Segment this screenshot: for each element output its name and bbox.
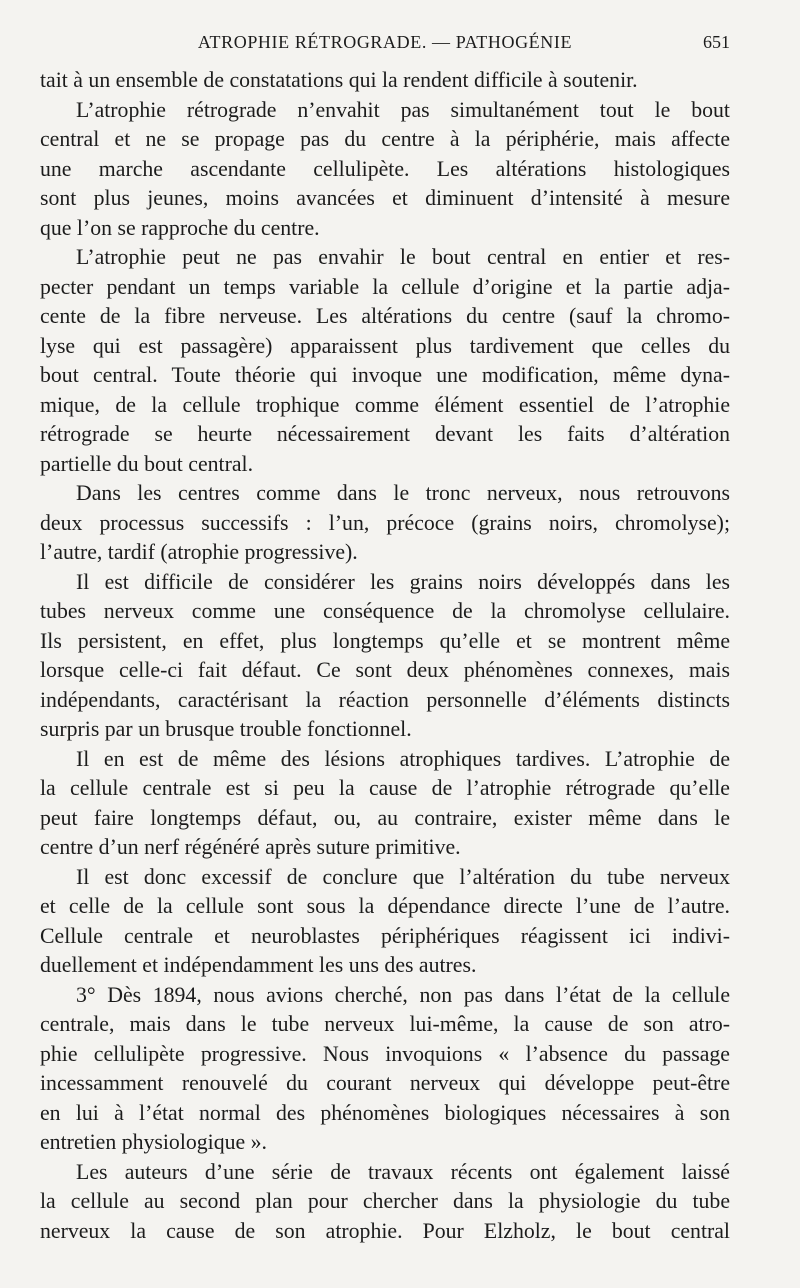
text-line: mique, de la cellule trophique comme élément essentiel de l’atrophie	[40, 392, 730, 417]
text-line: Cellule centrale et neuroblastes périphériques réagissent ici indivi-	[40, 923, 730, 948]
paragraph	[40, 745, 730, 863]
text-line: peut faire longtemps défaut, ou, au contraire, exister même dans le	[40, 805, 730, 830]
text-line: bout central. Toute théorie qui invoque une modification, même dyna-	[40, 363, 730, 387]
text-line: deux processus successifs : l’un, précoce (grains noirs, chromolyse);	[40, 510, 730, 535]
text-line: sont plus jeunes, moins avancées et diminuent d’intensité à mesure	[40, 186, 730, 210]
text-line: en lui à l’état normal des phénomènes biologiques nécessaires à son	[40, 1100, 730, 1125]
text-line: que l’on se rapproche du centre.	[40, 215, 320, 240]
text-line: cente de la fibre nerveuse. Les altérations du centre (sauf la chromo-	[40, 304, 730, 328]
running-title: ATROPHIE RÉTROGRADE. — PATHOGÉNIE	[197, 32, 573, 52]
text-line: phie cellulipète progressive. Nous invoquions « l’absence du passage	[40, 1041, 730, 1066]
body-text	[40, 66, 730, 1246]
text-line: Les auteurs d’une série de travaux récents ont également laissé	[76, 1159, 730, 1184]
text-line: 3° Dès 1894, nous avions cherché, non pas dans l’état de la cellule	[76, 982, 730, 1007]
text-line: la cellule centrale est si peu la cause de l’atrophie rétrograde qu’elle	[40, 776, 730, 800]
text-line: pecter pendant un temps variable la cellule d’origine et la partie adja-	[40, 274, 730, 299]
text-line: l’autre, tardif (atrophie progressive).	[40, 540, 358, 564]
text-line: lyse qui est passagère) apparaissent plus tardivement que celles du	[40, 333, 730, 358]
text-line: Dans les centres comme dans le tronc nerveux, nous retrouvons	[76, 481, 730, 505]
text-line: central et ne se propage pas du centre à la périphérie, mais affecte	[40, 127, 730, 151]
text-line: centre d’un nerf régénéré après suture primitive.	[40, 835, 461, 859]
text-line: L’atrophie peut ne pas envahir le bout central en entier et res-	[76, 245, 730, 269]
text-line: Il est difficile de considérer les grains noirs développés dans les	[76, 569, 730, 594]
text-line: lorsque celle-ci fait défaut. Ce sont deux phénomènes connexes, mais	[40, 658, 730, 682]
page-number: 651	[703, 32, 730, 52]
text-line: incessamment renouvelé du courant nerveux qui développe peut-être	[40, 1071, 730, 1095]
text-line: tubes nerveux comme une conséquence de la chromolyse cellulaire.	[40, 599, 730, 623]
paragraph	[40, 243, 730, 479]
paragraph	[40, 96, 730, 244]
text-line: la cellule au second plan pour chercher dans la physiologie du tube	[40, 1189, 730, 1213]
text-line: entretien physiologique ».	[40, 1130, 268, 1154]
text-line: centrale, mais dans le tube nerveux lui-même, la cause de son atro-	[40, 1012, 730, 1036]
running-header	[40, 30, 730, 58]
text-line: Il est donc excessif de conclure que l’altération du tube nerveux	[76, 864, 730, 889]
paragraph	[40, 66, 730, 96]
text-line: tait à un ensemble de constatations qui la rendent difficile à soutenir.	[40, 68, 638, 92]
text-line: et celle de la cellule sont sous la dépendance directe l’une de l’autre.	[40, 894, 730, 918]
text-line: Ils persistent, en effet, plus longtemps qu’elle et se montrent même	[40, 628, 730, 653]
text-line: duellement et indépendamment les uns des autres.	[40, 953, 477, 977]
paragraph	[40, 479, 730, 568]
text-line: partielle du bout central.	[40, 451, 254, 476]
paragraph	[40, 863, 730, 981]
text-line: nerveux la cause de son atrophie. Pour Elzholz, le bout central	[40, 1218, 730, 1243]
paragraph	[40, 568, 730, 745]
paragraph	[40, 981, 730, 1158]
text-line: Il en est de même des lésions atrophiques tardives. L’atrophie de	[76, 746, 730, 771]
text-line: surpris par un brusque trouble fonctionnel.	[40, 717, 412, 741]
paragraph	[40, 1158, 730, 1247]
text-line: L’atrophie rétrograde n’envahit pas simultanément tout le bout	[76, 97, 730, 122]
text-line: indépendants, caractérisant la réaction personnelle d’éléments distincts	[40, 687, 730, 712]
text-line: rétrograde se heurte nécessairement devant les faits d’altération	[40, 422, 730, 446]
text-line: une marche ascendante cellulipète. Les altérations histologiques	[40, 156, 730, 181]
